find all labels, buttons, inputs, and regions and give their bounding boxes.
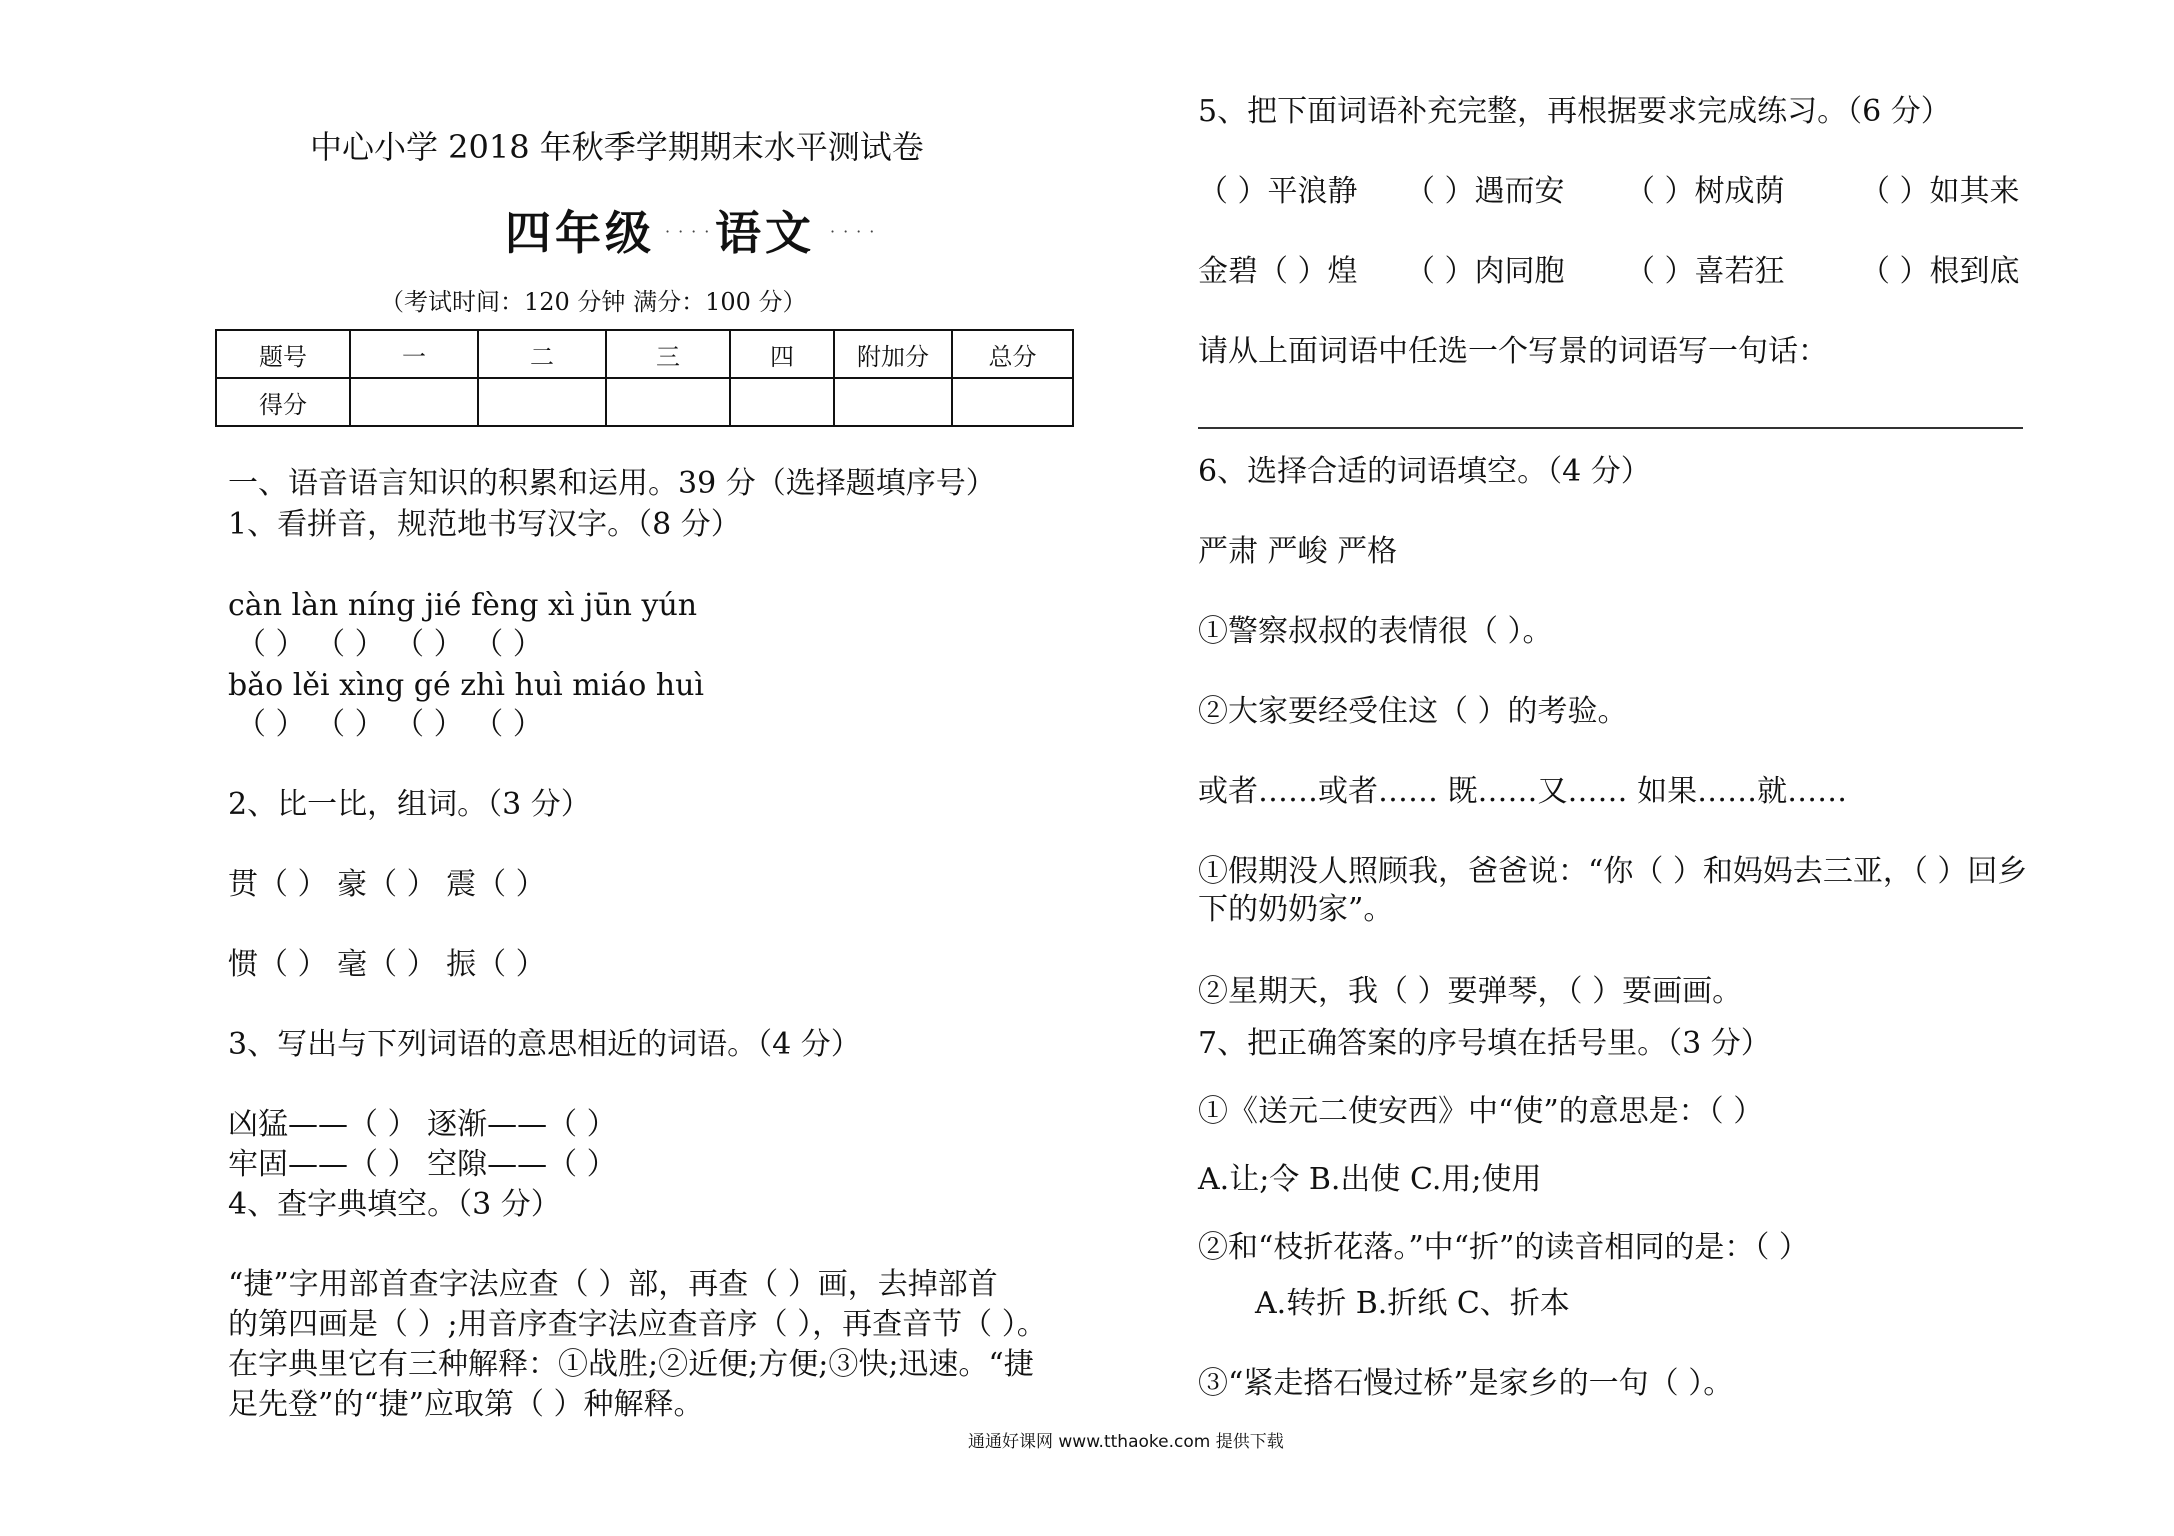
q6-conjunctions: 或者……或者…… 既……又…… 如果……就…… [1198, 774, 1848, 809]
q1-pinyin-row2: bǎo lěi xìng gé zhì huì miáo huì [228, 668, 705, 703]
q2-title: 2、比一比，组词。（3 分） [228, 787, 591, 822]
q5-word-4[interactable]: （ ）如其来 [1860, 174, 2020, 209]
q5-word-8[interactable]: （ ）根到底 [1860, 254, 2020, 289]
q1-blanks-row2[interactable]: （ ） （ ） （ ） （ ） [236, 707, 543, 742]
table-cell: 三 [606, 330, 730, 378]
table-cell: 二 [478, 330, 606, 378]
q4-line2: 的第四画是（ ）;用音序查字法应查音序（ ），再查音节（ ）。 [228, 1307, 1047, 1342]
score-cell[interactable] [350, 378, 478, 426]
q4-line3: 在字典里它有三种解释：①战胜;②近便;方便;③快;迅速。“捷 [228, 1347, 1034, 1382]
q7-sentence3[interactable]: ③“紧走搭石慢过桥”是家乡的一句（ ）。 [1198, 1366, 1734, 1401]
answer-line[interactable] [1198, 427, 2023, 429]
footer-credit: 通通好课网 www.tthaoke.com 提供下载 [968, 1432, 1284, 1452]
q6-sentence3a[interactable]: ①假期没人照顾我，爸爸说：“你（ ）和妈妈去三亚，（ ）回乡 [1198, 854, 2028, 889]
q3-title: 3、写出与下列词语的意思相近的词语。（4 分） [228, 1027, 861, 1062]
score-cell[interactable] [834, 378, 952, 426]
q5-title: 5、把下面词语补充完整，再根据要求完成练习。（6 分） [1198, 94, 1951, 129]
table-cell: 题号 [216, 330, 350, 378]
q1-blanks-row1[interactable]: （ ） （ ） （ ） （ ） [236, 627, 543, 662]
table-cell: 附加分 [834, 330, 952, 378]
q5-word-7[interactable]: （ ）喜若狂 [1625, 254, 1785, 289]
q7-options1: A.让;令 B.出使 C.用;使用 [1198, 1162, 1542, 1197]
score-cell[interactable] [606, 378, 730, 426]
q6-title: 6、选择合适的词语填空。（4 分） [1198, 454, 1651, 489]
score-cell[interactable] [478, 378, 606, 426]
q6-sentence3b: 下的奶奶家”。 [1198, 892, 1394, 927]
score-table [215, 329, 1074, 427]
q5-word-2[interactable]: （ ）遇而安 [1405, 174, 1565, 209]
section1-title: 一、语音语言知识的积累和运用。39 分（选择题填序号） [228, 466, 996, 501]
q4-line4: 足先登”的“捷”应取第（ ）种解释。 [228, 1387, 704, 1422]
score-cell[interactable] [952, 378, 1073, 426]
q6-sentence2[interactable]: ②大家要经受住这（ ）的考验。 [1198, 694, 1628, 729]
score-table-score-row [216, 378, 1073, 426]
grade-label: 四年级 [505, 206, 655, 260]
exam-info: （考试时间：120 分钟 满分：100 分） [380, 288, 807, 316]
table-cell: 四 [730, 330, 834, 378]
q6-words: 严肃 严峻 严格 [1198, 534, 1398, 569]
score-table-header-row [216, 330, 1073, 378]
q6-sentence1[interactable]: ①警察叔叔的表情很（ ）。 [1198, 614, 1553, 649]
table-cell: 一 [350, 330, 478, 378]
q3-row2[interactable]: 牢固——（ ） 空隙——（ ） [228, 1147, 617, 1182]
q5-word-3[interactable]: （ ）树成荫 [1625, 174, 1785, 209]
q1-pinyin-row1: càn làn níng jié fèng xì jūn yún [228, 588, 698, 623]
exam-title: 中心小学 2018 年秋季学期期末水平测试卷 [310, 128, 924, 166]
table-cell: 得分 [216, 378, 350, 426]
grade-dots: ···· [665, 222, 718, 241]
q2-row1[interactable]: 贯（ ） 豪（ ） 震（ ） [228, 867, 546, 902]
subject-dots: ···· [830, 222, 883, 241]
subject-label: 语文 [715, 206, 815, 260]
q7-options2: A.转折 B.折纸 C、折本 [1255, 1286, 1570, 1321]
q5-word-1[interactable]: （ ）平浪静 [1198, 174, 1358, 209]
score-cell[interactable] [730, 378, 834, 426]
q5-word-5[interactable]: 金碧（ ）煌 [1198, 254, 1358, 289]
q7-sentence2[interactable]: ②和“枝折花落。”中“折”的读音相同的是：（ ） [1198, 1230, 1809, 1265]
q7-sentence1[interactable]: ①《送元二使安西》中“使”的意思是：（ ） [1198, 1094, 1764, 1129]
q1-title: 1、看拼音，规范地书写汉字。（8 分） [228, 507, 741, 542]
q3-row1[interactable]: 凶猛——（ ） 逐渐——（ ） [228, 1107, 617, 1142]
q5-word-6[interactable]: （ ）肉同胞 [1405, 254, 1565, 289]
q7-title: 7、把正确答案的序号填在括号里。（3 分） [1198, 1026, 1771, 1061]
q5-prompt: 请从上面词语中任选一个写景的词语写一句话： [1198, 334, 1828, 369]
q2-row2[interactable]: 惯（ ） 毫（ ） 振（ ） [228, 947, 546, 982]
q4-line1: “捷”字用部首查字法应查（ ）部，再查（ ）画，去掉部首 [228, 1267, 998, 1302]
q4-title: 4、查字典填空。（3 分） [228, 1187, 561, 1222]
q6-sentence4[interactable]: ②星期天，我（ ）要弹琴，（ ）要画画。 [1198, 974, 1743, 1009]
table-cell: 总分 [952, 330, 1073, 378]
